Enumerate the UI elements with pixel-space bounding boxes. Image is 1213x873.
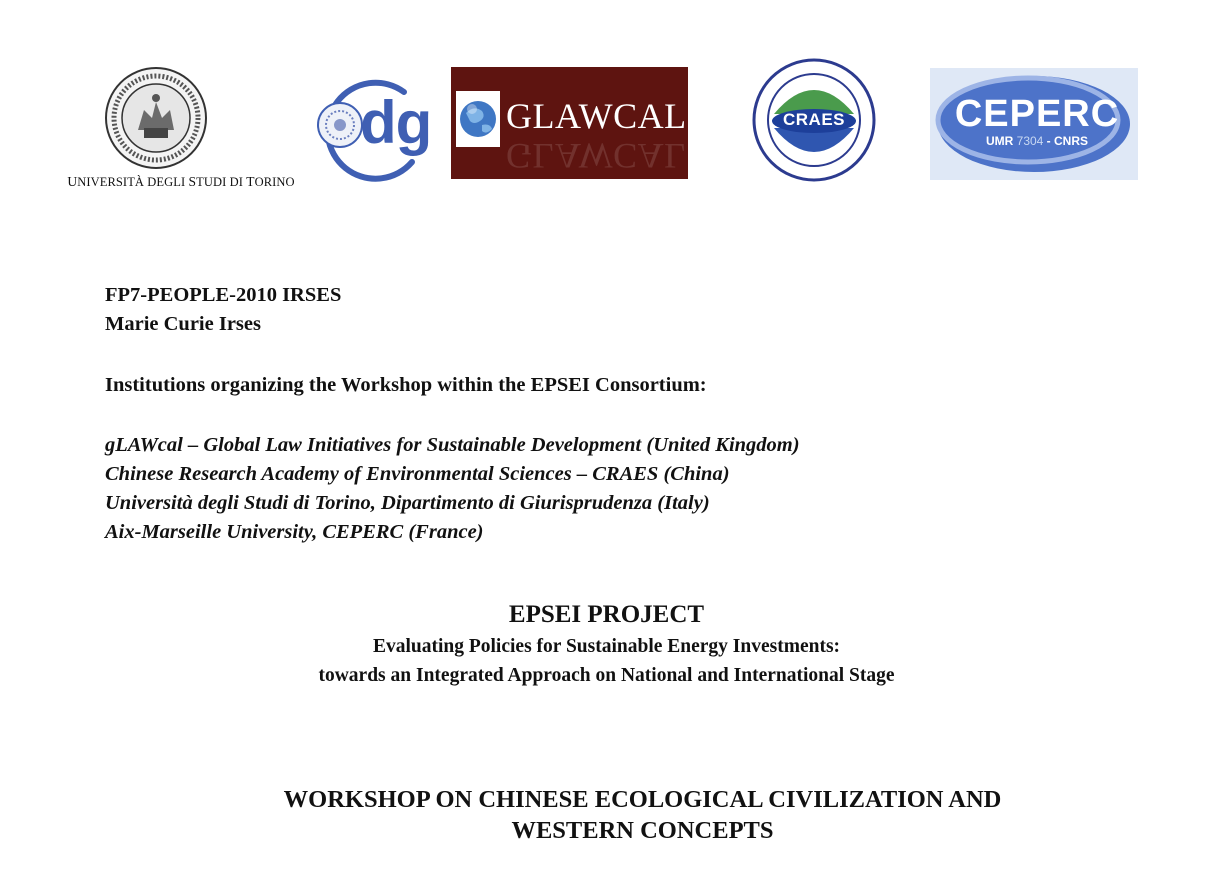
institution-item: Università degli Studi di Torino, Dipartimento di Giurisprudenza (Italy) — [105, 492, 710, 514]
institution-item: gLAWcal – Global Law Initiatives for Sustainable Development (United Kingdom) — [105, 434, 800, 456]
torino-seal-icon — [104, 66, 220, 174]
institutions-list — [105, 431, 800, 547]
craes-logo-text: CRAES — [782, 110, 845, 129]
project-subtitle-line-1: Evaluating Policies for Sustainable Energy Investments: — [372, 636, 841, 657]
ceperc-logo — [930, 68, 1138, 180]
glawcal-logo — [451, 67, 688, 179]
dg-logo-text: dg — [360, 89, 432, 156]
workshop-title-line-2: WESTERN CONCEPTS — [511, 817, 774, 844]
institutions-heading: Institutions organizing the Workshop within the EPSEI Consortium: — [105, 374, 707, 396]
institution-item: Aix-Marseille University, CEPERC (France) — [105, 521, 484, 543]
workshop-title-line-1: WORKSHOP ON CHINESE ECOLOGICAL CIVILIZATION AND — [283, 786, 1002, 813]
torino-university-logo — [56, 62, 306, 194]
torino-university-caption: UNIVERSITÀ DEGLI STUDI DI TORINO — [67, 174, 295, 189]
project-subtitle-line-2: towards an Integrated Approach on National and International Stage — [318, 665, 895, 686]
program-title: FP7-PEOPLE-2010 IRSES — [105, 284, 342, 306]
institution-item: Chinese Research Academy of Environmental Sciences – CRAES (China) — [105, 463, 730, 485]
glawcal-logo-text: GLAWCAL — [506, 96, 687, 136]
glawcal-logo-reflection: GLAWCAL — [506, 136, 687, 176]
project-title: EPSEI PROJECT — [508, 601, 705, 628]
globe-icon — [456, 91, 500, 147]
ceperc-logo-subtitle: UMR 7304 - CNRS — [985, 134, 1089, 148]
craes-logo — [752, 58, 876, 182]
action-title: Marie Curie Irses — [105, 313, 261, 335]
ceperc-logo-text: CEPERC — [954, 93, 1120, 135]
dg-logo — [312, 78, 434, 184]
